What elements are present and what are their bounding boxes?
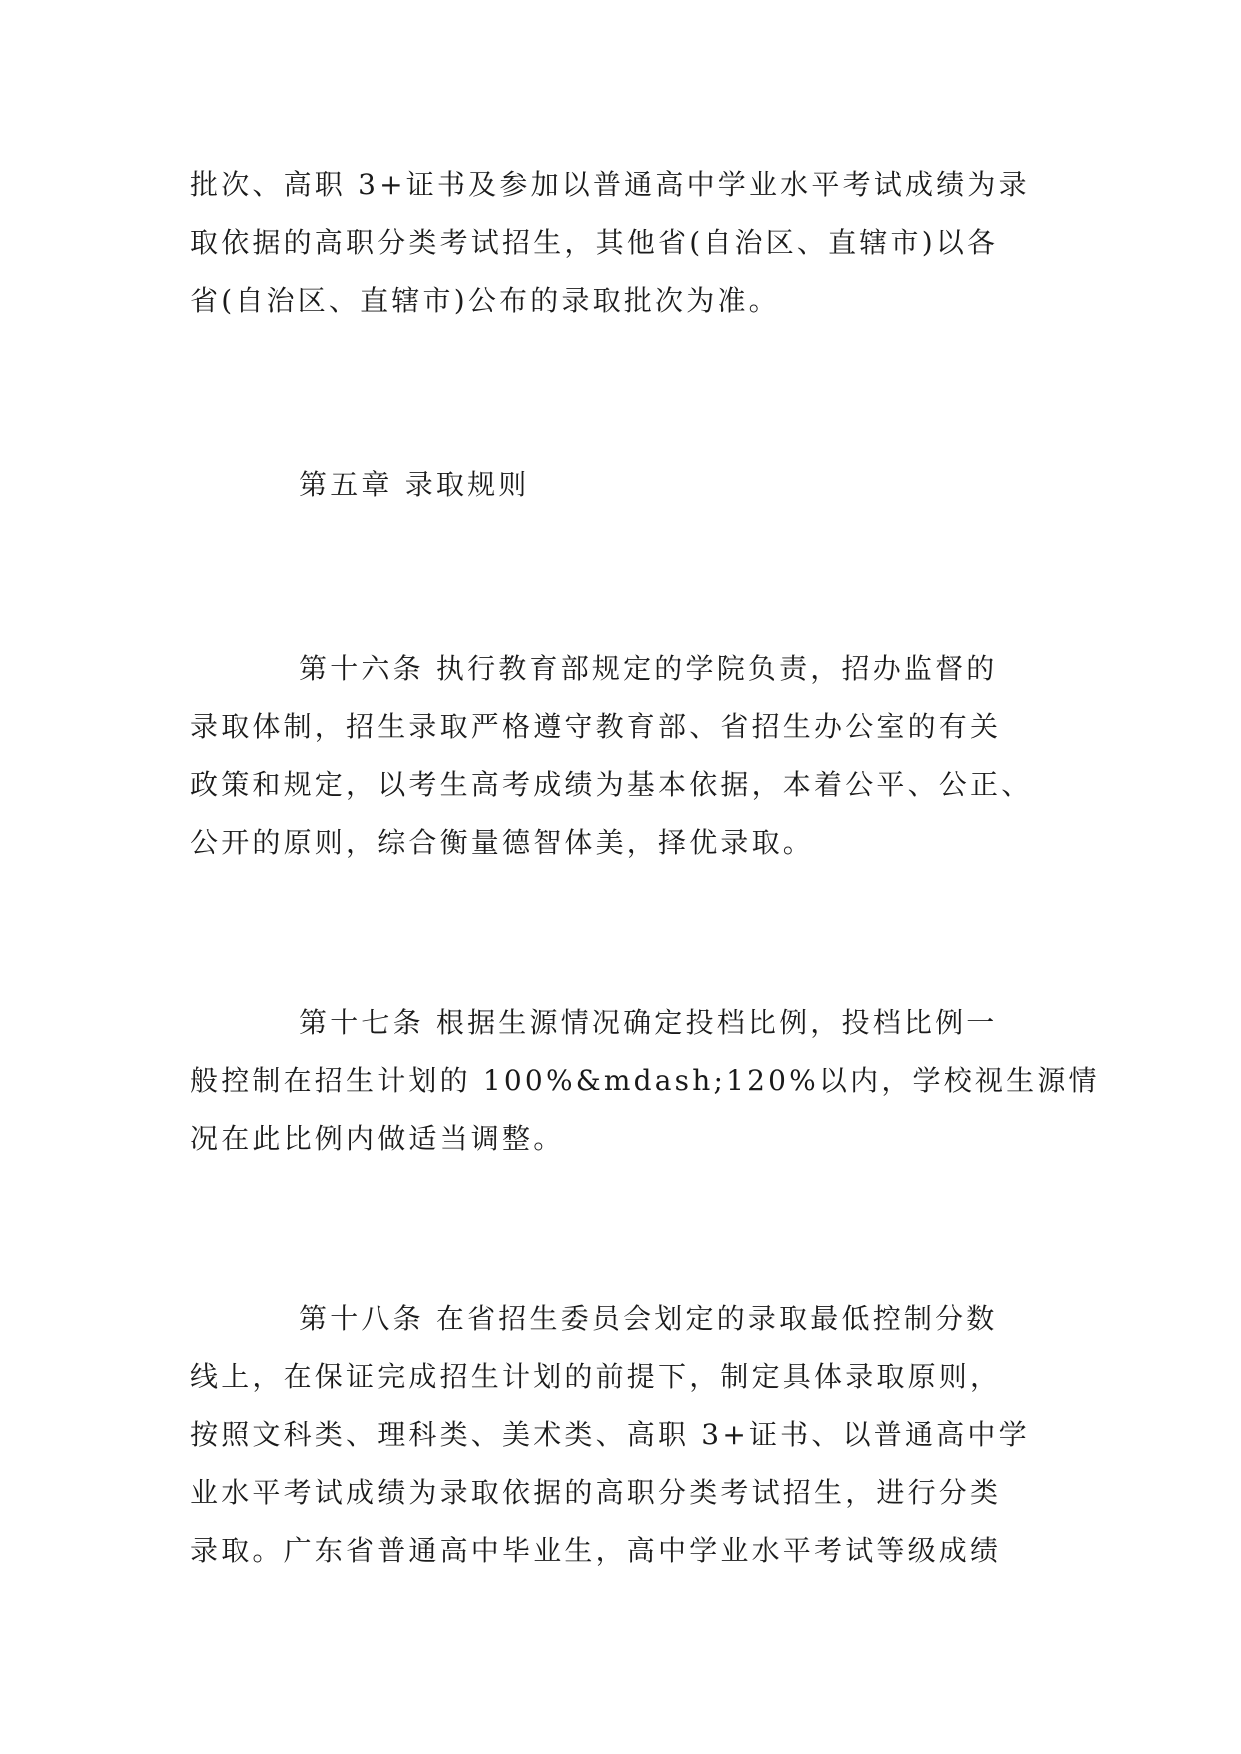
article-18-line: 第十八条 在省招生委员会划定的录取最低控制分数 (299, 1302, 998, 1335)
paragraph-line: 况在此比例内做适当调整。 (190, 1122, 565, 1155)
paragraph-line: 录取。广东省普通高中毕业生，高中学业水平考试等级成绩 (190, 1534, 1002, 1567)
paragraph-line: 录取体制，招生录取严格遵守教育部、省招生办公室的有关 (190, 710, 1002, 743)
paragraph-line: 般控制在招生计划的 100%&mdash;120%以内，学校视生源情 (190, 1064, 1100, 1097)
paragraph-line: 线上，在保证完成招生计划的前提下，制定具体录取原则， (190, 1360, 1002, 1393)
paragraph-line: 业水平考试成绩为录取依据的高职分类考试招生，进行分类 (190, 1476, 1002, 1509)
paragraph-line: 取依据的高职分类考试招生，其他省(自治区、直辖市)以各 (190, 226, 999, 259)
article-16-line: 第十六条 执行教育部规定的学院负责，招办监督的 (299, 652, 998, 685)
chapter-heading: 第五章 录取规则 (299, 468, 530, 501)
paragraph-line: 按照文科类、理科类、美术类、高职 3+证书、以普通高中学 (190, 1418, 1030, 1451)
paragraph-line: 公开的原则，综合衡量德智体美，择优录取。 (190, 826, 815, 859)
article-17-line: 第十七条 根据生源情况确定投档比例，投档比例一 (299, 1006, 998, 1039)
paragraph-line: 批次、高职 3+证书及参加以普通高中学业水平考试成绩为录 (190, 168, 1030, 201)
paragraph-line: 政策和规定，以考生高考成绩为基本依据，本着公平、公正、 (190, 768, 1033, 801)
paragraph-line: 省(自治区、直辖市)公布的录取批次为准。 (190, 284, 780, 317)
